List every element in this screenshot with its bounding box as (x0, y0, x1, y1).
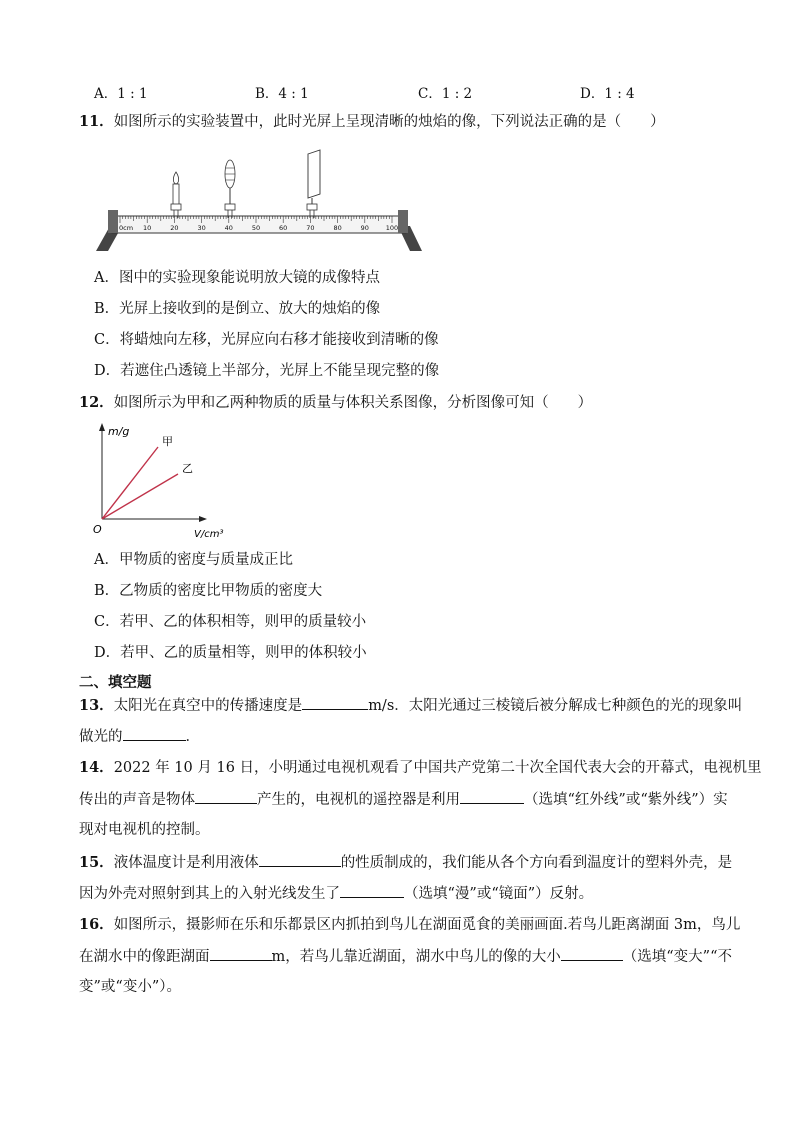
q14-blank-2[interactable] (460, 789, 524, 804)
line-jia (102, 447, 158, 519)
q16-text-2a: 在湖水中的像距湖面 (79, 949, 210, 965)
q13-blank-2[interactable] (123, 726, 186, 741)
ruler-label: 100 (385, 224, 399, 232)
ruler-label: 50 (251, 224, 261, 232)
ruler-label: 80 (333, 224, 342, 232)
q11-stem (79, 112, 665, 132)
q15-number: 15． (79, 854, 114, 871)
mass-volume-graph (90, 420, 240, 545)
q12-stem-text: 如图所示为甲和乙两种物质的质量与体积关系图像，分析图像可知（ ） (113, 395, 593, 411)
q12-stem (79, 393, 592, 413)
y-axis-label: m/g (108, 425, 130, 438)
y-axis-arrow (99, 423, 105, 431)
ruler-label: 40 (224, 224, 233, 232)
ruler-label: 90 (360, 224, 369, 232)
x-axis-arrow (199, 516, 207, 522)
candle (171, 172, 181, 218)
q14-number: 14． (79, 759, 114, 776)
q15-blank-2[interactable] (340, 883, 404, 898)
q12-number: 12． (79, 394, 114, 411)
q15-text-2a: 因为外壳对照射到其上的入射光线发生了 (79, 886, 340, 902)
x-axis-label: V/cm³ (194, 529, 224, 540)
q11-stem-text: 如图所示的实验装置中，此时光屏上呈现清晰的烛焰的像，下列说法正确的是（ ） (113, 114, 665, 130)
q11-number: 11． (79, 113, 114, 130)
q15-text-1b: 的性质制成的，我们能从各个方向看到温度计的塑料外壳，是 (340, 855, 733, 871)
ruler-label: 20 (170, 224, 179, 232)
ruler-label: 30 (197, 224, 206, 232)
line-yi (102, 474, 178, 519)
q12-option-d: D．若甲、乙的质量相等，则甲的体积较小 (94, 645, 367, 661)
right-end-block (398, 210, 408, 233)
left-end-block (108, 210, 118, 233)
q13-text-b: m/s．太阳光通过三棱镜后被分解成七种颜色的光的现象叫 (368, 698, 743, 714)
ruler-label: 0cm (119, 224, 134, 232)
q14-text-1: 2022 年 10 月 16 日，小明通过电视机观看了中国共产党第二十次全国代表大会的开幕式，电视机里 (113, 760, 762, 776)
q16-text-1: 如图所示，摄影师在乐和乐都景区内抓拍到鸟儿在湖面觅食的美丽画面.若鸟儿距离湖面 3m，鸟儿 (113, 917, 741, 933)
q12-option-a: A．甲物质的密度与质量成正比 (94, 552, 293, 568)
q16-line2 (79, 946, 732, 967)
q14-text-3: 现对电视机的控制。 (79, 822, 210, 838)
q11-option-a: A．图中的实验现象能说明放大镜的成像特点 (94, 270, 380, 286)
label-jia: 甲 (162, 435, 173, 448)
q12-option-b: B．乙物质的密度比甲物质的密度大 (94, 583, 323, 599)
q16-line1 (79, 915, 740, 935)
q13-text-c: 做光的 (79, 729, 123, 745)
q14-blank-1[interactable] (195, 789, 257, 804)
top-option-c: C．1 : 2 (418, 86, 473, 102)
q15-line1 (79, 852, 732, 873)
q16-line3 (79, 977, 181, 997)
q13-number: 13． (79, 697, 114, 714)
q14-line1 (79, 758, 762, 778)
q13-line2 (79, 726, 200, 747)
ruler-label: 70 (306, 224, 315, 232)
q14-line2 (79, 789, 728, 810)
optical-bench-figure (96, 146, 422, 254)
label-yi: 乙 (182, 462, 193, 475)
convex-lens (225, 160, 235, 218)
q16-text-3: 变”或“变小”）。 (79, 979, 181, 995)
q15-line2 (79, 883, 593, 904)
top-option-b: B．4 : 1 (255, 86, 309, 102)
q16-number: 16． (79, 916, 114, 933)
q12-option-c: C．若甲、乙的体积相等，则甲的质量较小 (94, 614, 367, 630)
q14-text-2a: 传出的声音是物体 (79, 792, 195, 808)
q15-text-1a: 液体温度计是利用液体 (113, 855, 259, 871)
q16-blank-2[interactable] (561, 946, 623, 961)
q16-text-2c: （选填“变大”“不 (622, 949, 732, 965)
section-title: 二、填空题 (79, 674, 152, 691)
q13-text-a: 太阳光在真空中的传播速度是 (113, 698, 303, 714)
q11-option-b: B．光屏上接收到的是倒立、放大的烛焰的像 (94, 301, 381, 317)
ruler-label: 10 (143, 224, 152, 232)
q11-option-d: D．若遮住凸透镜上半部分，光屏上不能呈现完整的像 (94, 363, 440, 379)
q16-text-2b: m，若鸟儿靠近湖面，湖水中鸟儿的像的大小 (271, 949, 561, 965)
top-option-d: D．1 : 4 (580, 86, 635, 102)
q13-line1 (79, 695, 742, 716)
q13-text-d: ． (185, 729, 200, 745)
q15-blank-1[interactable] (259, 852, 341, 867)
q15-text-2b: （选填“漫”或“镜面”）反射。 (404, 886, 594, 902)
top-option-a: A．1 : 1 (94, 86, 148, 102)
light-screen (307, 150, 320, 218)
q14-text-2b: 产生的，电视机的遥控器是利用 (257, 792, 460, 808)
q11-option-c: C．将蜡烛向左移，光屏应向右移才能接收到清晰的像 (94, 332, 439, 348)
q13-blank-1[interactable] (302, 695, 368, 710)
q16-blank-1[interactable] (210, 946, 272, 961)
q14-text-2c: （选填“红外线”或“紫外线”）实 (524, 792, 728, 808)
ruler-label: 60 (279, 224, 288, 232)
q14-line3 (79, 820, 210, 840)
origin-label: O (93, 523, 102, 536)
